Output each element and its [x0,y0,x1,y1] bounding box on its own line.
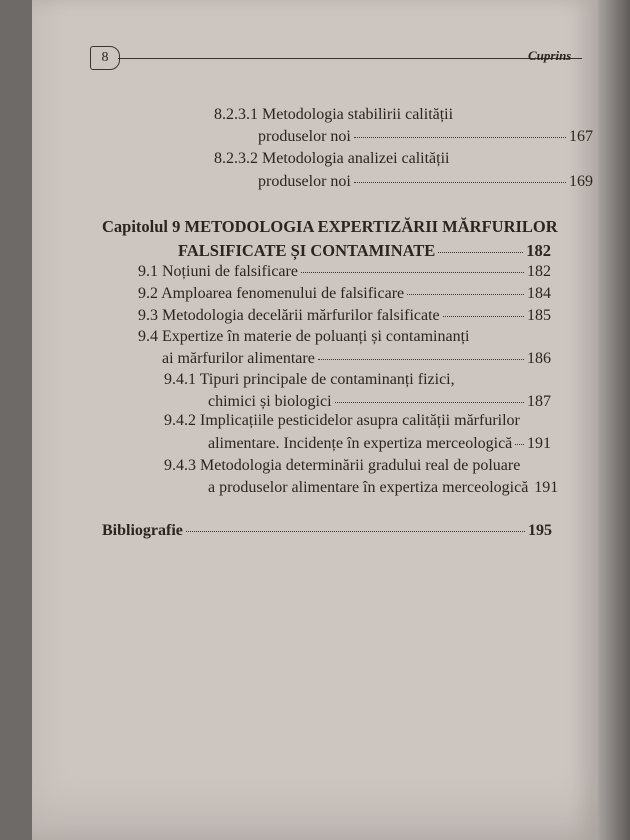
toc-entry-9-1[interactable] [138,263,551,281]
toc-entry-label: a produselor alimentare în expertiza merceologică [208,479,529,496]
toc-entry-9-4-1-title: 9.4.1 Tipuri principale de contaminanți fizici, [164,371,455,388]
toc-entry-9-4[interactable] [162,350,551,368]
toc-page-number: 169 [569,173,593,190]
toc-entry-label: ai mărfurilor alimentare [162,350,315,367]
toc-page-number: 191 [534,479,559,496]
dot-leader [407,294,524,295]
toc-page-number: 182 [526,241,551,260]
dot-leader [335,402,524,403]
dot-leader [301,272,524,273]
chapter-9-title: Capitolul 9 METODOLOGIA EXPERTIZĂRII MĂRFURILOR [102,217,558,236]
toc-page-number: 185 [527,307,551,324]
toc-page-number: 186 [527,350,551,367]
dot-leader [443,316,524,317]
toc-page-number: 195 [528,522,552,539]
toc-entry-9-4-2[interactable] [208,435,551,453]
toc-entry-8-2-3-2[interactable] [258,173,593,191]
toc-entry-label: 9.3 Metodologia decelării mărfurilor falsificate [138,307,440,324]
toc-entry-9-4-title: 9.4 Expertize în materie de poluanți și contaminanți [138,328,470,345]
toc-page-number: 182 [527,263,551,280]
toc-entry-label: produselor noi [258,173,351,190]
toc-entry-label: produselor noi [258,128,351,145]
toc-entry-9-2[interactable] [138,285,551,303]
toc-entry-8-2-3-1[interactable] [258,128,593,146]
toc-page-number: 191 [527,435,551,452]
toc-page-number: 184 [527,285,551,302]
dot-leader [438,252,523,253]
toc-entry-label: FALSIFICATE ȘI CONTAMINATE [178,241,436,260]
toc-entry-chapter-9[interactable] [178,241,551,261]
running-header-title: Cuprins [528,48,572,63]
dot-leader [354,182,566,183]
toc-entry-9-4-1[interactable] [208,393,551,411]
toc-entry-8-2-3-1-title: 8.2.3.1 Metodologia stabilirii calității [214,106,454,123]
dot-leader [515,444,524,445]
toc-entry-label: chimici și biologici [208,393,332,410]
dot-leader [186,531,525,532]
toc-entry-9-4-3-title: 9.4.3 Metodologia determinării gradului real de poluare [164,457,521,474]
toc-entry-label: 9.2 Amploarea fenomenului de falsificare [138,285,405,302]
toc-page-number: 187 [527,393,551,410]
toc-entry-9-3[interactable] [138,307,551,325]
toc-entry-9-4-3[interactable] [208,479,559,497]
dot-leader [318,359,524,360]
toc-entry-9-4-2-title: 9.4.2 Implicațiile pesticidelor asupra calității mărfurilor [164,412,520,429]
toc-entry-label: 9.1 Noțiuni de falsificare [138,263,298,280]
page-number: 8 [90,46,120,70]
toc-entry-label: Bibliografie [102,522,183,539]
header-rule [118,58,582,59]
toc-entry-label: alimentare. Incidențe în expertiza merceologică [208,435,513,452]
dot-leader [354,137,566,138]
toc-page-number: 167 [569,128,593,145]
toc-entry-8-2-3-2-title: 8.2.3.2 Metodologia analizei calității [214,150,450,167]
page-edge-shadow [598,0,630,840]
toc-entry-bibliography[interactable] [102,522,552,540]
